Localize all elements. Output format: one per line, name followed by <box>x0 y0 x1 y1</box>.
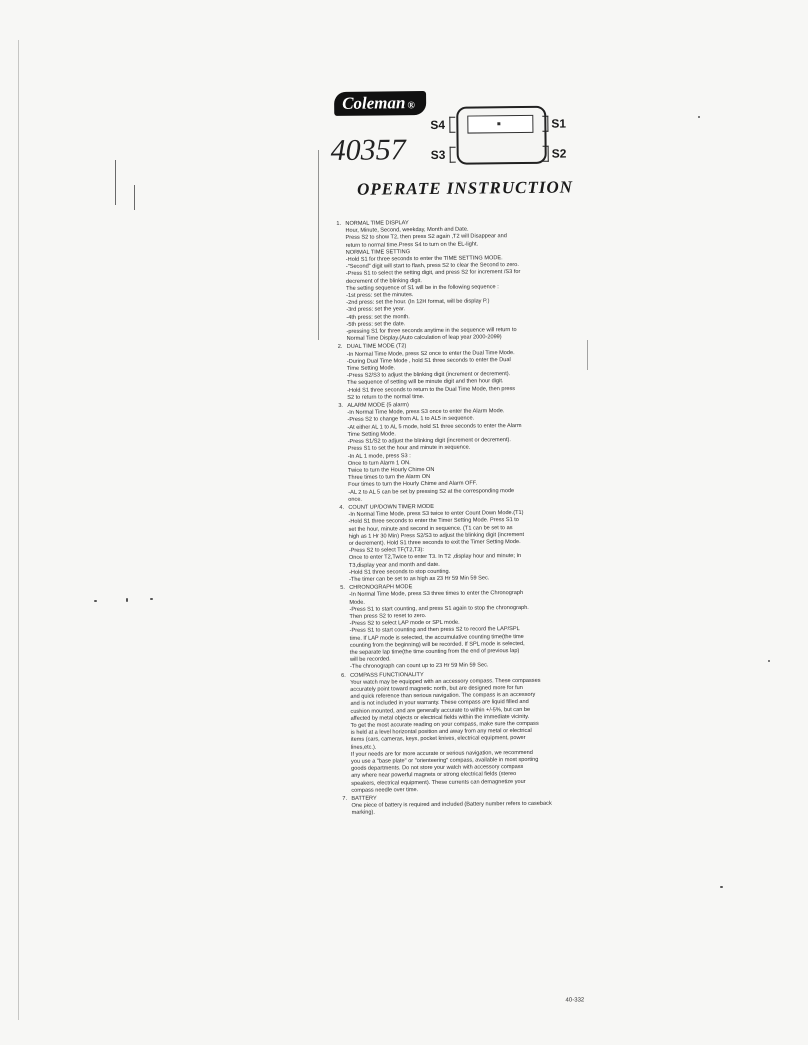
instruction-line: -Press S2 to change from AL 1 to AL5 in sequence. <box>347 415 475 424</box>
instruction-line: cushion mounted, and are generally accurate to within +/-5%, but can be <box>350 706 531 715</box>
instruction-line: once. <box>348 496 363 503</box>
instruction-line: speakers, electrical equipment). These currents can demagnetize your <box>351 778 526 787</box>
instruction-line: S2 to return to the normal time. <box>347 393 425 401</box>
instruction-line: and quick reference than serious navigation. The compass is an accessory <box>350 692 536 701</box>
instruction-line: Once to enter T2,Twice to enter T3. In T2 ,display hour and minute; In <box>348 553 522 562</box>
section-number: 3. <box>338 402 344 410</box>
section-title: CHRONOGRAPH MODE <box>349 584 413 591</box>
section-number: 6. <box>341 672 346 679</box>
scan-mark <box>318 150 319 340</box>
instruction-line: or decrement). Hold S1 three seconds to exit the Timer Setting Mode. <box>348 538 521 547</box>
instruction-line: Twice to turn the Hourly Chime ON <box>347 466 435 474</box>
instruction-line: -Hold S1 for three seconds to enter the TIME SETTING MODE. <box>345 255 503 263</box>
watch-button-s3 <box>450 147 456 163</box>
scan-edge-line <box>18 40 19 1020</box>
handwritten-model-number: 40357 <box>330 133 406 167</box>
instruction-line: -Press S1 to start counting and then press S2 to record the LAP/SPL <box>349 626 520 635</box>
instruction-line: high as 1 Hr 30 Min) Press S2/S3 to adjust the blinking digit (increment <box>348 531 525 540</box>
instruction-line: -"Second" digit will start to flash, press S2 to clear the Second to zero. <box>345 262 520 271</box>
instruction-line: -Hold S1 three seconds to stop counting. <box>349 568 451 576</box>
instructions-body <box>336 217 604 817</box>
scan-speck <box>94 600 97 602</box>
section-title: ALARM MODE (5 alarm) <box>347 402 409 409</box>
document-code: 40-332 <box>565 997 585 1004</box>
instruction-line: The setting sequence of S1 will be in the following sequence : <box>346 284 499 292</box>
instruction-line: -Hold S1 three seconds to return to the Dual Time Mode, then press <box>347 385 516 394</box>
instruction-line: and is not included in your warranty. These compass are liquid filled and <box>350 699 529 708</box>
instruction-line: -2nd press: set the hour. (In 12H format, will be display P.) <box>346 298 490 307</box>
instruction-line: T3,display year and month and date. <box>348 561 440 569</box>
instruction-line: accurately point toward magnetic north, but are designed more for fun <box>350 685 523 693</box>
instruction-line: -In Normal Time Mode, press S3 once to enter the Alarm Mode. <box>347 408 505 417</box>
coleman-logo: Coleman ® <box>334 91 426 116</box>
instruction-line: Press S1 to set the hour and minute in sequence. <box>347 444 471 453</box>
instruction-line: -Press S1/S2 to adjust the blinking digit (increment or decrement). <box>347 437 511 445</box>
instruction-line: marking). <box>351 810 375 817</box>
watch-diagram <box>456 106 547 165</box>
document-title: OPERATE INSTRUCTION <box>356 177 574 199</box>
instruction-line: -Press S2 to select LAP mode or SPL mode. <box>349 619 460 627</box>
section-number: 1. <box>336 220 342 227</box>
watch-display <box>467 115 533 134</box>
instruction-line: Mode. <box>349 599 365 606</box>
section-number: 7. <box>342 795 348 802</box>
scan-speck <box>698 116 700 118</box>
instruction-line: lines,etc.). <box>350 744 377 751</box>
instruction-line: Time Setting Mode. <box>346 365 396 372</box>
instruction-line: -In Normal Time Mode, press S3 twice to enter Count Down Mode.(T1) <box>348 510 524 518</box>
instruction-line: Hour, Minute, Second, weekday, Month and Date. <box>345 226 469 235</box>
instruction-line: One piece of battery is required and included (Battery number refers to caseback <box>351 800 552 810</box>
instruction-line: is held at a level horizontal position and away from any metal or electrical <box>350 728 532 737</box>
instruction-line: Normal Time Display.(Auto calculation of leap year 2000-2099) <box>346 334 502 343</box>
scan-mark <box>115 160 116 205</box>
instruction-line: -In AL 1 mode, press S3 : <box>347 452 411 460</box>
instruction-line: Time Setting Mode. <box>347 431 396 438</box>
instruction-line: -Press S2 to select TF(T2,T3): <box>348 547 424 554</box>
scan-speck <box>720 886 723 888</box>
instruction-line: If your needs are for more accurate or serious navigation, we recommend <box>350 749 533 758</box>
section-title: COUNT UP/DOWN TIMER MODE <box>348 503 434 511</box>
instruction-line: -At either AL 1 to AL 5 mode, hold S1 three seconds to enter the Alarm <box>347 422 522 431</box>
instruction-line: -The chronograph can count up to 23 Hr 59 Min 59 Sec. <box>350 662 489 671</box>
instruction-line: -In Normal Time Mode, press S3 three times to enter the Chronograph <box>349 590 524 599</box>
instruction-line: -Hold S1 three seconds to enter the Timer Setting Mode. Press S1 to <box>348 517 519 526</box>
instruction-line: -3rd press: set the year. <box>346 306 406 314</box>
instruction-line: -Press S2/S3 to adjust the blinking digit (increment or decrement). <box>346 371 511 380</box>
instruction-line: counting from the beginning) will be recorded. If SPL mode is selected, <box>349 640 525 649</box>
instruction-line: -During Dual Time Mode , hold S1 three seconds to enter the Dual <box>346 356 511 365</box>
instruction-line: Three times to turn the Alarm ON <box>348 474 431 481</box>
section-title: BATTERY <box>351 795 377 802</box>
instruction-line: NORMAL TIME SETTING <box>345 248 411 256</box>
instruction-line: compass needle over time. <box>351 786 419 794</box>
section-number: 2. <box>337 344 343 351</box>
section-number: 5. <box>340 585 345 592</box>
instruction-line: The sequence of setting will be minute digit and then hour digit. <box>347 378 504 387</box>
instruction-line: To get the most accurate reading on your compass, make sure the compass <box>350 720 539 729</box>
section-number: 4. <box>339 504 345 511</box>
instruction-line: Press S2 to show T2, then press S2 again ,T2 will Disappear and <box>345 233 507 242</box>
label-s2: S2 <box>551 146 567 161</box>
scan-speck <box>150 598 153 600</box>
label-s1: S1 <box>551 116 567 131</box>
instruction-line: Your watch may be equipped with an accessory compass. These compasses <box>350 677 541 686</box>
section-title: DUAL TIME MODE (T2) <box>346 343 407 351</box>
instruction-line: -Press S1 to start counting, and press S1 again to stop the chronograph. <box>349 604 529 613</box>
watch-button-s1 <box>542 116 548 132</box>
instruction-line: -5th press: set the date. <box>346 321 406 328</box>
instruction-line: decrement of the blinking digit. <box>345 277 422 285</box>
scan-speck <box>768 660 770 662</box>
section-title: NORMAL TIME DISPLAY <box>345 220 409 227</box>
instruction-line: -AL 2 to AL 5 can be set by pressing S2 at the corresponding mode <box>348 487 515 496</box>
instruction-line: any where near powerful magnets or strong electrical fields (stereo <box>351 771 517 780</box>
instruction-line: affected by metal objects or electrical fields within the immediate vicinity. <box>350 713 530 722</box>
scan-mark <box>134 185 135 210</box>
instruction-line: will be recorded. <box>349 656 391 664</box>
instruction-line: goods departments. Do not store your watch with accessory compass <box>351 764 524 773</box>
instruction-line: Once to turn Alarm 1 ON. <box>347 459 411 467</box>
instruction-line: you use a "base plate" or "orienteering" compass, available in most sporting <box>351 756 539 765</box>
instruction-line: -Press S1 to select the setting digit, and press S2 for increment /S3 for <box>345 269 521 278</box>
instruction-line: Then press S2 to reset to zero. <box>349 612 427 620</box>
registered-mark: ® <box>407 100 416 112</box>
instruction-line: items (cars, cameras, keys, pocket knives, electrical equipment, power <box>350 735 526 744</box>
scan-speck <box>126 598 128 602</box>
instruction-line: -1st press: set the minutes. <box>346 292 414 299</box>
instruction-line: -In Normal Time Mode, press S2 once to enter the Dual Time Mode. <box>346 349 515 358</box>
instruction-line: -4th press: set the month. <box>346 313 410 321</box>
instruction-line: -The timer can be set to as high as 23 Hr 59 Min 59 Sec. <box>349 575 490 583</box>
instruction-line: the separate lap time(the time counting from the end of previous lap) <box>349 648 520 656</box>
label-s3: S3 <box>430 147 446 162</box>
watch-button-s2 <box>543 146 549 162</box>
instruction-line: Four times to turn the Hourly Chime and Alarm OFF. <box>348 480 478 489</box>
instruction-sheet <box>330 87 600 1004</box>
instruction-line: time. If LAP mode is selected, the accumulative counting time(the time <box>349 633 524 642</box>
watch-button-s4 <box>449 117 455 133</box>
instruction-line: return to normal time.Press S4 to turn on the EL-light. <box>345 241 479 249</box>
section-title: COMPASS FUNCTIONALITY <box>350 671 424 679</box>
label-s4: S4 <box>430 117 446 132</box>
instruction-line: -pressing S1 for three seconds anytime in the sequence will return to <box>346 327 517 335</box>
instruction-line: set the hour, minute and second in sequence. (T1 can be set to as <box>348 524 513 533</box>
